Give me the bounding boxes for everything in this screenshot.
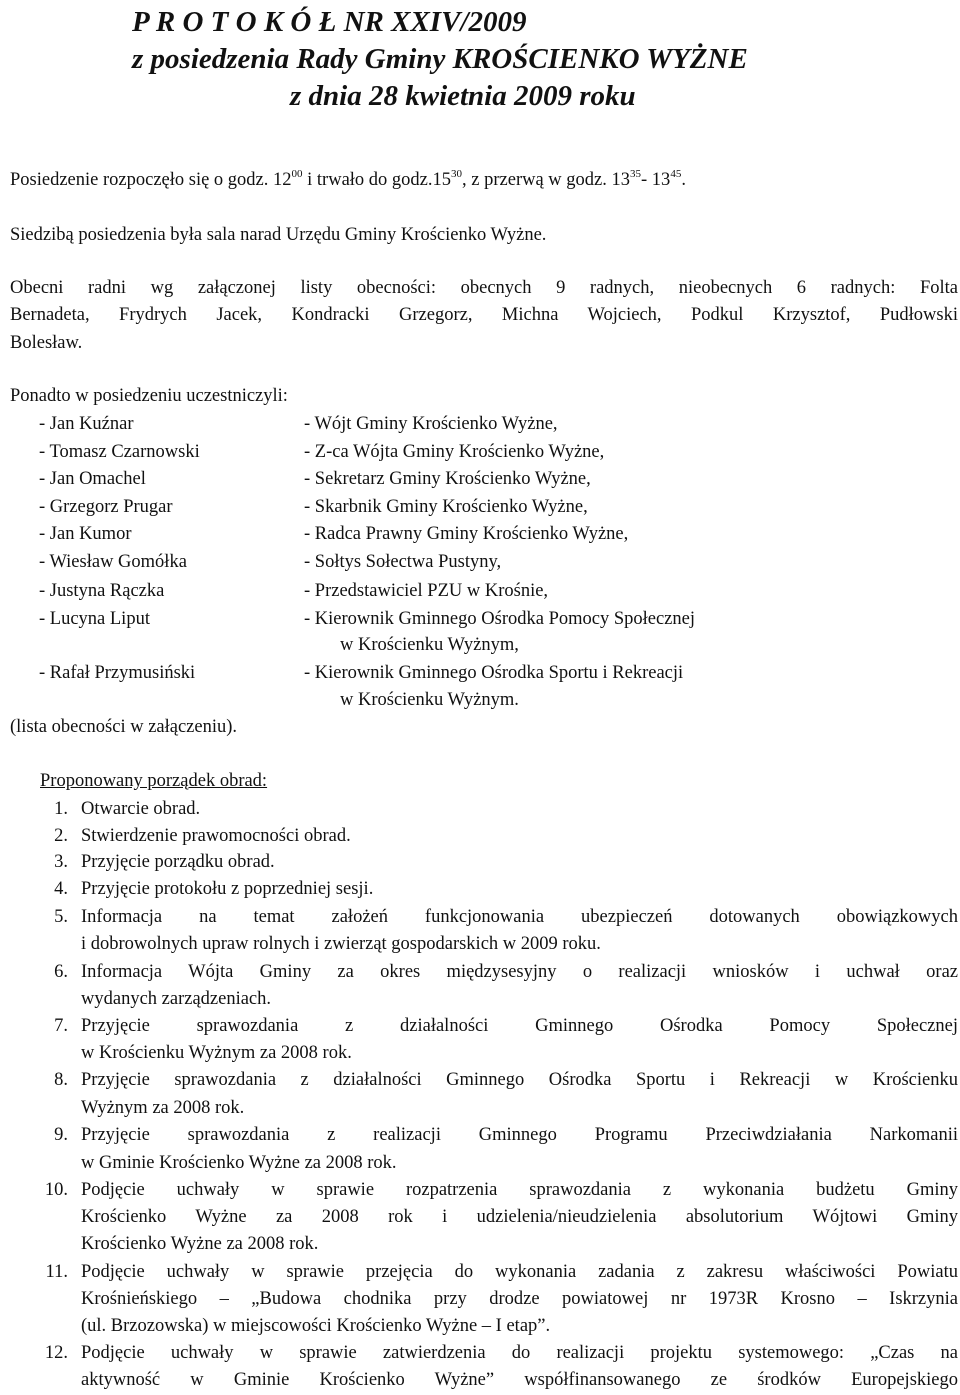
document-subtitle: z posiedzenia Rady Gminy KROŚCIENKO WYŻNE [132, 43, 748, 75]
agenda-item-number: 6. [54, 962, 68, 982]
agenda-item-text: aktywność w Gminie Krościenko Wyżne” współfinansowanego ze środków Europejskiego [81, 1370, 958, 1390]
session-times: Posiedzenie rozpoczęło się o godz. $12^{00}$ i trwało do $godz.15^{30}$, z przerwą w godz. $13^{35}-$ $13^{45}$. [10, 168, 686, 190]
agenda-item-number: 4. [54, 879, 68, 899]
participant-role-continued: w Krościenku Wyżnym. [340, 690, 519, 710]
participant-role: - Skarbnik Gminy Krościenko Wyżne, [304, 497, 588, 517]
participant-role-continued: w Krościenku Wyżnym, [340, 635, 519, 655]
agenda-item-number: 2. [54, 826, 68, 846]
agenda-item-number: 12. [44, 1343, 68, 1363]
agenda-item-text: Przyjęcie sprawozdania z działalności Gminnego Ośrodka Pomocy Społecznej [81, 1016, 958, 1036]
participant-name: - Rafał Przymusiński [39, 663, 196, 683]
participant-role: - Radca Prawny Gminy Krościenko Wyżne, [304, 524, 629, 544]
participant-name: - Lucyna Liput [39, 609, 150, 629]
agenda-item-text: Podjęcie uchwały w sprawie rozpatrzenia sprawozdania z wykonania budżetu Gminy [81, 1180, 958, 1200]
agenda-item-text: Krościenko Wyżne za 2008 rok i udzielenia/nieudzielenia absolutorium Wójtowi Gminy [81, 1207, 958, 1227]
agenda-item-text: Stwierdzenie prawomocności obrad. [81, 826, 351, 846]
participant-role: - Z-ca Wójta Gminy Krościenko Wyżne, [304, 442, 605, 462]
agenda-item-text: Informacja na temat założeń funkcjonowania ubezpieczeń dotowanych obowiązkowych [81, 907, 958, 927]
document-date: z dnia 28 kwietnia 2009 roku [290, 80, 636, 112]
agenda-item-text: Otwarcie obrad. [81, 799, 201, 819]
agenda-item-text: Przyjęcie porządku obrad. [81, 852, 275, 872]
agenda-item-text: w Krościenku Wyżnym za 2008 rok. [81, 1043, 352, 1063]
agenda-item-text: Przyjęcie sprawozdania z działalności Gminnego Ośrodka Sportu i Rekreacji w Krościenku [81, 1070, 958, 1090]
agenda-item-number: 1. [54, 799, 68, 819]
agenda-heading: Proponowany porządek obrad: [40, 771, 268, 791]
attendance-line: Obecni radni wg załączonej listy obecności: obecnych 9 radnych, nieobecnych 6 radnych: Folta [10, 278, 958, 298]
agenda-item-text: Przyjęcie sprawozdania z realizacji Gminnego Programu Przeciwdziałania Narkomanii [81, 1125, 958, 1145]
participant-name: - Grzegorz Prugar [39, 497, 173, 517]
agenda-item-text: Podjęcie uchwały w sprawie przejęcia do wykonania zadania z zakresu właściwości Powiatu [81, 1262, 958, 1282]
agenda-item-text: Krościenko Wyżne za 2008 rok. [81, 1234, 319, 1254]
agenda-item-number: 10. [44, 1180, 68, 1200]
participant-name: - Justyna Rączka [39, 581, 165, 601]
attendance-list-note: (lista obecności w załączeniu). [10, 717, 238, 737]
participants-intro: Ponadto w posiedzeniu uczestniczyli: [10, 386, 288, 406]
agenda-item-text: wydanych zarządzeniach. [81, 989, 272, 1009]
agenda-item-number: 7. [54, 1016, 68, 1036]
participant-role: - Kierownik Gminnego Ośrodka Sportu i Rekreacji [304, 663, 684, 683]
agenda-item-text: Informacja Wójta Gminy za okres międzysesyjny o realizacji wniosków i uchwał oraz [81, 962, 958, 982]
agenda-item-number: 8. [54, 1070, 68, 1090]
agenda-item-number: 9. [54, 1125, 68, 1145]
participant-role: - Sołtys Sołectwa Pustyny, [304, 552, 502, 572]
participant-name: - Jan Kuźnar [39, 414, 134, 434]
agenda-item-text: (ul. Brzozowska) w miejscowości Krościenko Wyżne – I etap”. [81, 1316, 551, 1336]
agenda-item-text: Podjęcie uchwały w sprawie zatwierdzenia do realizacji projektu systemowego: „Czas na [81, 1343, 958, 1363]
agenda-item-text: Wyżnym za 2008 rok. [81, 1098, 245, 1118]
participant-name: - Wiesław Gomółka [39, 552, 187, 572]
agenda-item-text: w Gminie Krościenko Wyżne za 2008 rok. [81, 1153, 397, 1173]
agenda-item-text: i dobrowolnych upraw rolnych i zwierząt gospodarskich w 2009 roku. [81, 934, 601, 954]
participant-role: - Przedstawiciel PZU w Krośnie, [304, 581, 549, 601]
participant-name: - Tomasz Czarnowski [39, 442, 200, 462]
participant-role: - Wójt Gminy Krościenko Wyżne, [304, 414, 558, 434]
agenda-item-text: Przyjęcie protokołu z poprzedniej sesji. [81, 879, 374, 899]
participant-role: - Sekretarz Gminy Krościenko Wyżne, [304, 469, 591, 489]
agenda-item-number: 5. [54, 907, 68, 927]
attendance-line: Bernadeta, Frydrych Jacek, Kondracki Grzegorz, Michna Wojciech, Podkul Krzysztof, Pudłowski [10, 305, 958, 325]
participant-name: - Jan Omachel [39, 469, 146, 489]
session-venue: Siedzibą posiedzenia była sala narad Urzędu Gminy Krościenko Wyżne. [10, 225, 547, 245]
document-title: P R O T O K Ó Ł NR XXIV/2009 [132, 6, 527, 38]
participant-role: - Kierownik Gminnego Ośrodka Pomocy Społecznej [304, 609, 695, 629]
agenda-item-number: 11. [45, 1262, 68, 1282]
participant-name: - Jan Kumor [39, 524, 132, 544]
attendance-line: Bolesław. [10, 333, 83, 353]
agenda-item-number: 3. [54, 852, 68, 872]
agenda-item-text: Krośnieńskiego – „Budowa chodnika przy drodze powiatowej nr 1973R Krosno – Iskrzynia [81, 1289, 958, 1309]
